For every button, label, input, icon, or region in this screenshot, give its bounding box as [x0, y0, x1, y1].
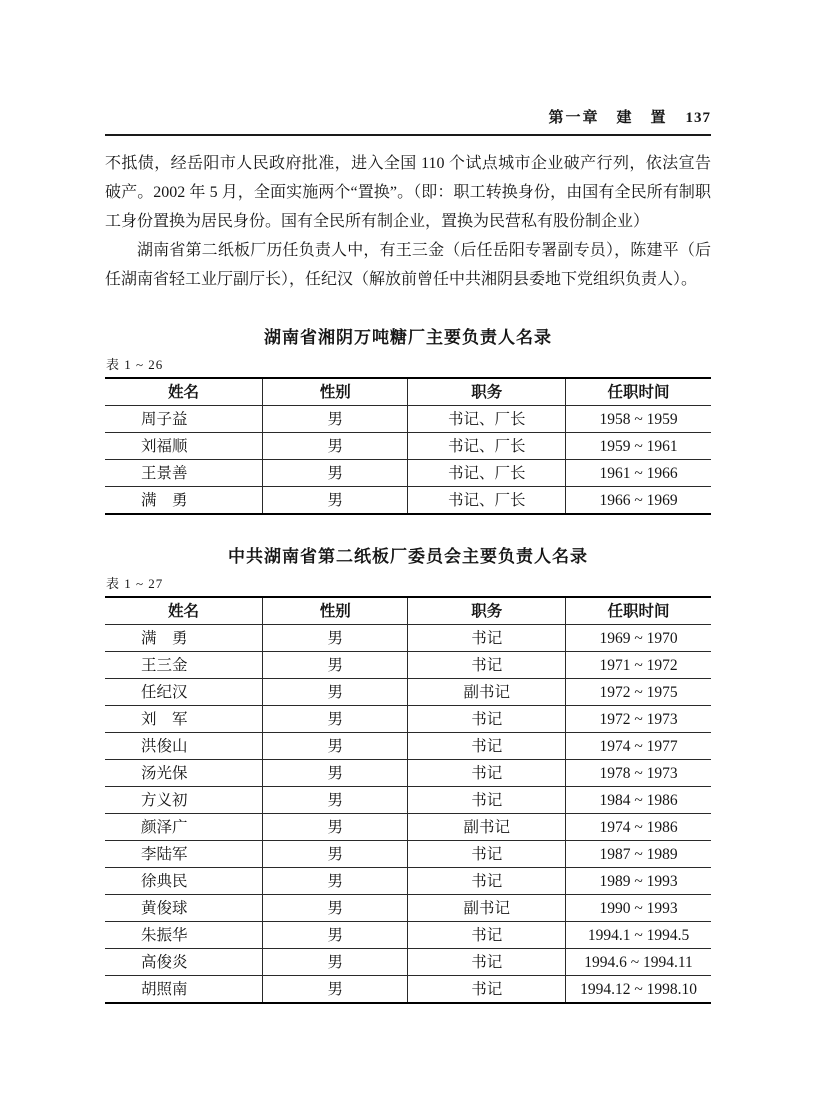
gender-cell: 男	[263, 814, 408, 841]
position-cell: 书记、厂长	[408, 487, 566, 515]
tenure-cell: 1994.6 ~ 1994.11	[566, 949, 711, 976]
position-cell: 书记	[408, 949, 566, 976]
position-cell: 副书记	[408, 814, 566, 841]
position-cell: 副书记	[408, 895, 566, 922]
position-cell: 书记	[408, 787, 566, 814]
gender-cell: 男	[263, 760, 408, 787]
table-row	[105, 841, 711, 868]
name-cell: 汤光保	[105, 760, 263, 787]
table-row	[105, 406, 711, 433]
gender-cell: 男	[263, 787, 408, 814]
gender-cell: 男	[263, 733, 408, 760]
table-row	[105, 868, 711, 895]
tenure-cell: 1969 ~ 1970	[566, 625, 711, 652]
position-cell: 书记	[408, 922, 566, 949]
gender-cell: 男	[263, 706, 408, 733]
tenure-cell: 1987 ~ 1989	[566, 841, 711, 868]
column-header: 职务	[408, 597, 566, 625]
gender-cell: 男	[263, 841, 408, 868]
page-number: 137	[685, 110, 711, 126]
tenure-cell: 1974 ~ 1986	[566, 814, 711, 841]
gender-cell: 男	[263, 949, 408, 976]
name-cell: 王三金	[105, 652, 263, 679]
table-label: 表 1 ~ 27	[106, 576, 164, 591]
gender-cell: 男	[263, 625, 408, 652]
position-cell: 书记	[408, 652, 566, 679]
gender-cell: 男	[263, 652, 408, 679]
gender-cell: 男	[263, 406, 408, 433]
column-header: 任职时间	[566, 597, 711, 625]
name-cell: 李陆军	[105, 841, 263, 868]
position-cell: 书记	[408, 868, 566, 895]
tenure-cell: 1994.12 ~ 1998.10	[566, 976, 711, 1004]
column-header: 任职时间	[566, 378, 711, 406]
name-cell: 任纪汉	[105, 679, 263, 706]
tenure-cell: 1959 ~ 1961	[566, 433, 711, 460]
position-cell: 书记	[408, 841, 566, 868]
column-header: 性别	[263, 378, 408, 406]
tenure-cell: 1978 ~ 1973	[566, 760, 711, 787]
tenure-cell: 1961 ~ 1966	[566, 460, 711, 487]
gender-cell: 男	[263, 976, 408, 1004]
name-cell: 朱振华	[105, 922, 263, 949]
name-cell: 周子益	[105, 406, 263, 433]
table-row	[105, 949, 711, 976]
name-cell: 颜泽广	[105, 814, 263, 841]
table-title-paperboard-factory: 中共湖南省第二纸板厂委员会主要负责人名录	[228, 547, 588, 566]
tenure-cell: 1966 ~ 1969	[566, 487, 711, 515]
gender-cell: 男	[263, 868, 408, 895]
name-cell: 洪俊山	[105, 733, 263, 760]
table-row	[105, 706, 711, 733]
position-cell: 书记	[408, 976, 566, 1004]
tenure-cell: 1958 ~ 1959	[566, 406, 711, 433]
position-cell: 书记、厂长	[408, 406, 566, 433]
tenure-cell: 1984 ~ 1986	[566, 787, 711, 814]
table-row	[105, 760, 711, 787]
page-header	[105, 106, 711, 136]
table-row	[105, 787, 711, 814]
name-cell: 黄俊球	[105, 895, 263, 922]
position-cell: 书记、厂长	[408, 433, 566, 460]
table-row	[105, 652, 711, 679]
table-row	[105, 895, 711, 922]
gender-cell: 男	[263, 487, 408, 515]
tenure-cell: 1971 ~ 1972	[566, 652, 711, 679]
position-cell: 书记	[408, 706, 566, 733]
name-cell: 胡照南	[105, 976, 263, 1004]
column-header: 姓名	[105, 597, 263, 625]
tenure-cell: 1989 ~ 1993	[566, 868, 711, 895]
table-header-row	[105, 378, 711, 406]
chapter-title: 第一章 建 置	[548, 110, 668, 126]
sugar-factory-officials-table	[105, 377, 711, 515]
position-cell: 副书记	[408, 679, 566, 706]
tenure-cell: 1990 ~ 1993	[566, 895, 711, 922]
gender-cell: 男	[263, 433, 408, 460]
document-page	[105, 0, 711, 1004]
table-label: 表 1 ~ 26	[106, 357, 164, 372]
name-cell: 方义初	[105, 787, 263, 814]
table-row	[105, 922, 711, 949]
position-cell: 书记、厂长	[408, 460, 566, 487]
paragraph: 湖南省第二纸板厂历任负责人中，有王三金（后任岳阳专署副专员），陈建平（后任湖南省轻工业厅副厅长），任纪汉（解放前曾任中共湘阴县委地下党组织负责人）。	[105, 242, 711, 288]
body-text	[105, 149, 711, 294]
table-row	[105, 679, 711, 706]
table-title-sugar-factory: 湖南省湘阴万吨糖厂主要负责人名录	[264, 328, 552, 347]
column-header: 职务	[408, 378, 566, 406]
name-cell: 徐典民	[105, 868, 263, 895]
tenure-cell: 1972 ~ 1975	[566, 679, 711, 706]
table-header-row	[105, 597, 711, 625]
paperboard-factory-committee-table	[105, 596, 711, 1004]
table-row	[105, 976, 711, 1004]
name-cell: 王景善	[105, 460, 263, 487]
gender-cell: 男	[263, 460, 408, 487]
tenure-cell: 1972 ~ 1973	[566, 706, 711, 733]
name-cell: 刘 军	[105, 706, 263, 733]
column-header: 性别	[263, 597, 408, 625]
tenure-cell: 1994.1 ~ 1994.5	[566, 922, 711, 949]
name-cell: 高俊炎	[105, 949, 263, 976]
paragraph-continuation: 不抵债，经岳阳市人民政府批准，进入全国 110 个试点城市企业破产行列，依法宣告破产。2002 年 5 月，全面实施两个“置换”。（即：职工转换身份，由国有全民所有制职工身份置换为居民身份。国有全民所有制企业，置换为民营私有股份制企业）	[105, 155, 711, 230]
table-row	[105, 625, 711, 652]
name-cell: 满 勇	[105, 487, 263, 515]
table-row	[105, 733, 711, 760]
position-cell: 书记	[408, 760, 566, 787]
name-cell: 刘福顺	[105, 433, 263, 460]
position-cell: 书记	[408, 625, 566, 652]
gender-cell: 男	[263, 895, 408, 922]
tenure-cell: 1974 ~ 1977	[566, 733, 711, 760]
table-row	[105, 814, 711, 841]
name-cell: 满 勇	[105, 625, 263, 652]
position-cell: 书记	[408, 733, 566, 760]
gender-cell: 男	[263, 922, 408, 949]
table-row	[105, 487, 711, 515]
table-row	[105, 460, 711, 487]
gender-cell: 男	[263, 679, 408, 706]
table-row	[105, 433, 711, 460]
column-header: 姓名	[105, 378, 263, 406]
